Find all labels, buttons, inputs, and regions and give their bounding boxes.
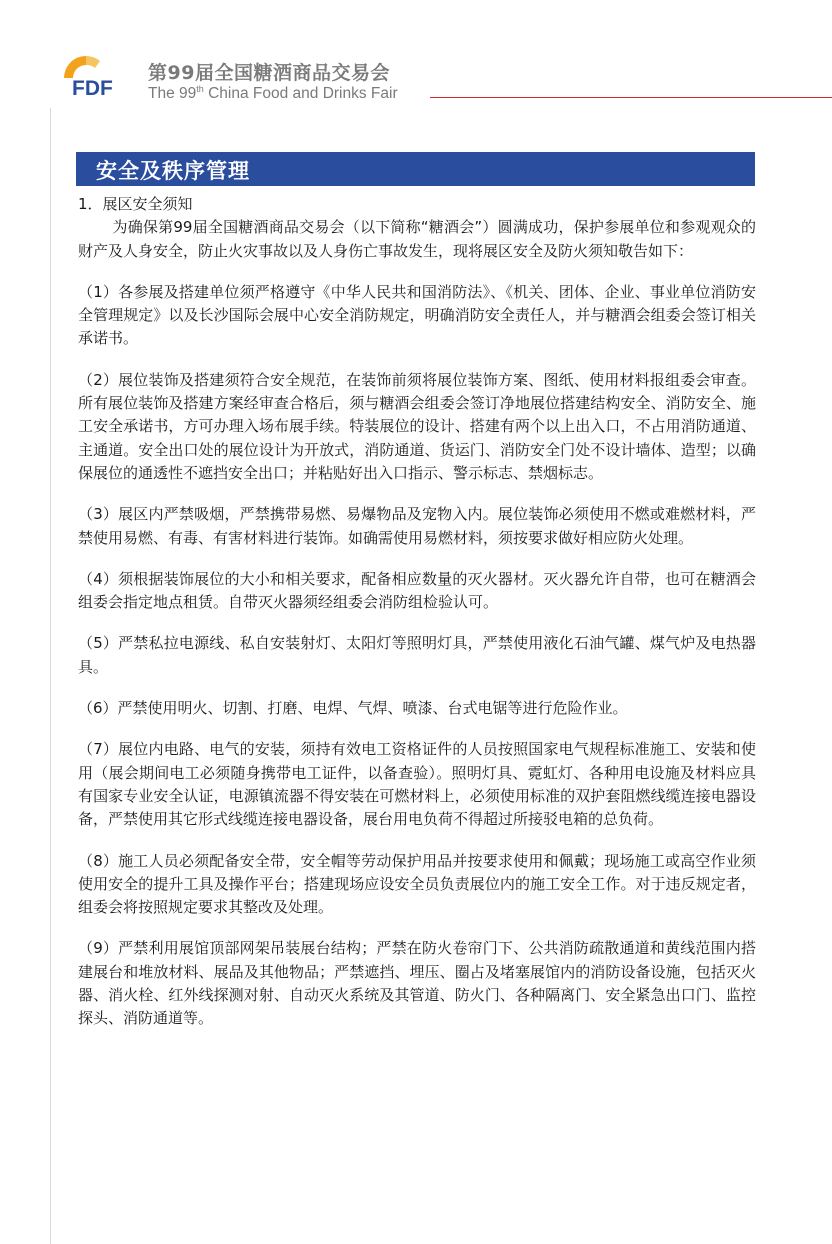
sub-heading: 1．展区安全须知 bbox=[78, 195, 193, 213]
fair-title-en-sup: th bbox=[196, 84, 204, 94]
rule-item-5: （5）严禁私拉电源线、私自安装射灯、太阳灯等照明灯具，严禁使用液化石油气罐、煤气炉及电热器具。 bbox=[78, 634, 756, 676]
rule-item-8: （8）施工人员必须配备安全带，安全帽等劳动保护用品并按要求使用和佩戴；现场施工或高空作业须使用安全的提升工具及操作平台；搭建现场应设安全员负责展位内的施工安全工作。对于违反规定者，组委会将按照规定要求其整改及处理。 bbox=[78, 851, 756, 917]
fdf-logo bbox=[54, 52, 138, 98]
header-divider bbox=[430, 97, 832, 98]
rule-item-1: （1）各参展及搭建单位须严格遵守《中华人民共和国消防法》、《机关、团体、企业、事业单位消防安全管理规定》以及长沙国际会展中心安全消防规定，明确消防安全责任人，并与糖酒会组委会签订相关承诺书。 bbox=[78, 282, 756, 348]
fair-title-english bbox=[148, 84, 398, 103]
rule-item-2: （2）展位装饰及搭建须符合安全规范，在装饰前须将展位装饰方案、图纸、使用材料报组委会审查。所有展位装饰及搭建方案经审查合格后，须与糖酒会组委会签订净地展位搭建结构安全、消防安全、施工安全承诺书，方可办理入场布展手续。特装展位的设计、搭建有两个以上出入口，不占用消防通道、主通道。安全出口处的展位设计为开放式，消防通道、货运门、消防安全门处不设计墙体、造型；以确保展位的通透性不遮挡安全出口；并粘贴好出入口指示、警示标志、禁烟标志。 bbox=[78, 370, 756, 482]
rule-item-6: （6）严禁使用明火、切割、打磨、电焊、气焊、喷漆、台式电锯等进行危险作业。 bbox=[78, 699, 628, 718]
section-title: 安全及秩序管理 bbox=[96, 159, 250, 183]
fair-title-en-suffix: China Food and Drinks Fair bbox=[203, 85, 398, 103]
rule-item-9: （9）严禁利用展馆顶部网架吊装展台结构；严禁在防火卷帘门下、公共消防疏散通道和黄线范围内搭建展台和堆放材料、展品及其他物品；严禁遮挡、埋压、圈占及堵塞展馆内的消防设备设施，包括灭火器、消火栓、红外线探测对射、自动灭火系统及其管道、防火门、各种隔离门、安全紧急出口门、监控探头、消防通道等。 bbox=[78, 939, 756, 1028]
left-margin-rule bbox=[50, 108, 51, 1244]
document-body bbox=[78, 193, 756, 1031]
fair-title-chinese: 第99届全国糖酒商品交易会 bbox=[148, 62, 390, 84]
intro-paragraph: 为确保第99届全国糖酒商品交易会（以下简称“糖酒会”）圆满成功，保护参展单位和参观观众的财产及人身安全，防止火灾事故以及人身伤亡事故发生，现将展区安全及防火须知敬告如下： bbox=[78, 218, 756, 260]
fair-title-en-prefix: The 99 bbox=[148, 85, 197, 103]
section-title-bar bbox=[76, 152, 755, 186]
logo-text: FDF bbox=[72, 77, 113, 98]
rule-item-3: （3）展区内严禁吸烟，严禁携带易燃、易爆物品及宠物入内。展位装饰必须使用不燃或难燃材料，严禁使用易燃、有毒、有害材料进行装饰。如确需使用易燃材料，须按要求做好相应防火处理。 bbox=[78, 505, 756, 547]
rule-item-7: （7）展位内电路、电气的安装，须持有效电工资格证件的人员按照国家电气规程标准施工、安装和使用（展会期间电工必须随身携带电工证件，以备查验）。照明灯具、霓虹灯、各种用电设施及材料应具有国家专业安全认证，电源镇流器不得安装在可燃材料上，必须使用标准的双护套阻燃线缆连接电器设备，严禁使用其它形式线缆连接电器设备，展台用电负荷不得超过所接驳电箱的总负荷。 bbox=[78, 740, 756, 829]
rule-item-4: （4）须根据装饰展位的大小和相关要求，配备相应数量的灭火器材。灭火器允许自带，也可在糖酒会组委会指定地点租赁。自带灭火器须经组委会消防组检验认可。 bbox=[78, 569, 756, 612]
